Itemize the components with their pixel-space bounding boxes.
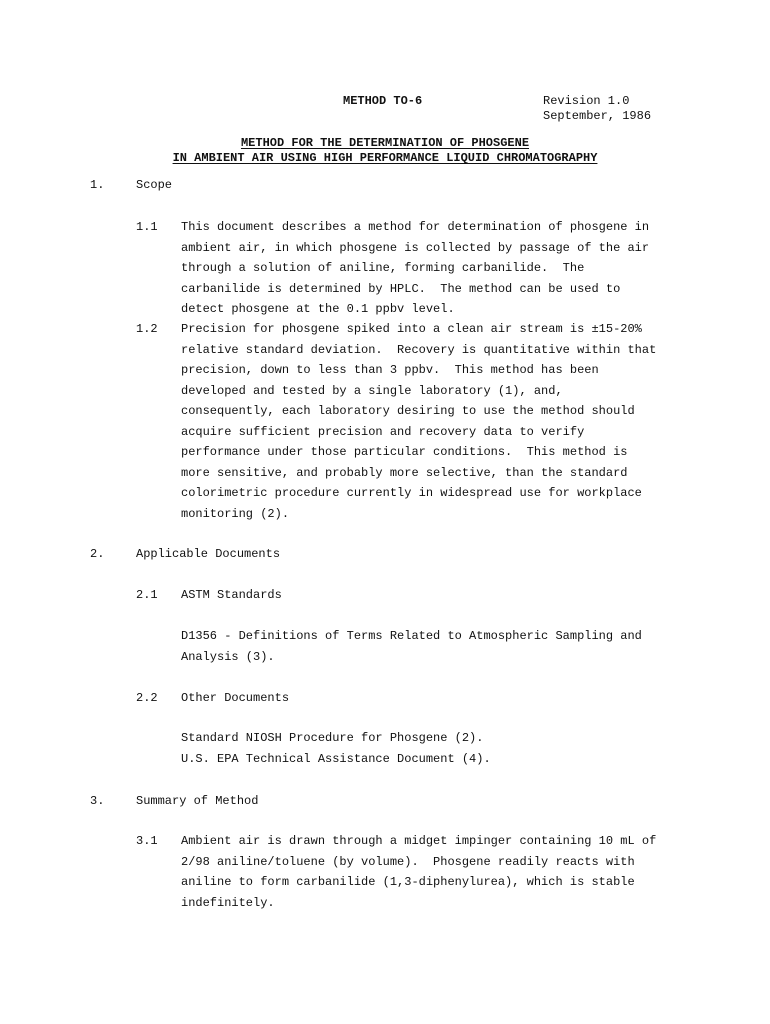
text-line: 2/98 aniline/toluene (by volume). Phosgene readily reacts with (181, 854, 635, 869)
text-line: aniline to form carbanilide (1,3-diphenylurea), which is stable (181, 875, 635, 889)
text-line: colorimetric procedure currently in widespread use for workplace (181, 486, 642, 500)
subsection-number: 3.1 (136, 834, 158, 848)
text-line: Standard NIOSH Procedure for Phosgene (2). (181, 731, 484, 745)
paragraph-1-1 (181, 217, 701, 320)
section-number: 1. (90, 178, 105, 192)
text-line: monitoring (2). (181, 506, 290, 521)
text-line: Ambient air is drawn through a midget impinger containing 10 mL of (181, 834, 657, 848)
text-line: U.S. EPA Technical Assistance Document (4). (181, 751, 491, 766)
section-title: Summary of Method (136, 794, 259, 808)
paragraph-2-2 (181, 728, 701, 769)
paragraph-1-2 (181, 319, 701, 524)
text-line: This document describes a method for determination of phosgene in (181, 220, 650, 234)
section-title: Applicable Documents (136, 547, 281, 561)
paragraph-3-1 (181, 831, 701, 913)
revision-date: September, 1986 (543, 109, 652, 123)
text-line: Precision for phosgene spiked into a clean air stream is ±15-20% (181, 322, 642, 336)
subsection-number: 2.2 (136, 691, 158, 705)
paragraph-2-1 (181, 626, 701, 667)
section-number: 3. (90, 794, 105, 808)
document-title-line-2: IN AMBIENT AIR USING HIGH PERFORMANCE LIQUID CHROMATOGRAPHY (172, 151, 598, 165)
text-line: Analysis (3). (181, 649, 275, 664)
subsection-number: 2.1 (136, 588, 158, 602)
text-line: precision, down to less than 3 ppbv. This method has been (181, 363, 599, 377)
section-number: 2. (90, 547, 105, 561)
subsection-number: 1.1 (136, 220, 158, 234)
text-line: carbanilide is determined by HPLC. The method can be used to (181, 281, 621, 296)
revision-label: Revision 1.0 (543, 94, 630, 108)
subsection-title: ASTM Standards (181, 588, 282, 602)
section-title: Scope (136, 178, 173, 192)
text-line: more sensitive, and probably more selective, than the standard (181, 465, 628, 480)
text-line: D1356 - Definitions of Terms Related to Atmospheric Sampling and (181, 629, 642, 643)
text-line: through a solution of aniline, forming carbanilide. The (181, 261, 585, 275)
subsection-number: 1.2 (136, 322, 158, 336)
text-line: acquire sufficient precision and recovery data to verify (181, 424, 585, 439)
text-line: detect phosgene at the 0.1 ppbv level. (181, 302, 455, 316)
text-line: consequently, each laboratory desiring to use the method should (181, 404, 635, 418)
text-line: relative standard deviation. Recovery is quantitative within that (181, 342, 657, 357)
subsection-title: Other Documents (181, 691, 290, 705)
text-line: performance under those particular conditions. This method is (181, 445, 628, 459)
text-line: indefinitely. (181, 895, 275, 910)
text-line: ambient air, in which phosgene is collected by passage of the air (181, 240, 650, 255)
method-id: METHOD TO-6 (343, 94, 423, 108)
text-line: developed and tested by a single laboratory (1), and, (181, 383, 563, 398)
document-title-line-1: METHOD FOR THE DETERMINATION OF PHOSGENE (240, 136, 530, 150)
